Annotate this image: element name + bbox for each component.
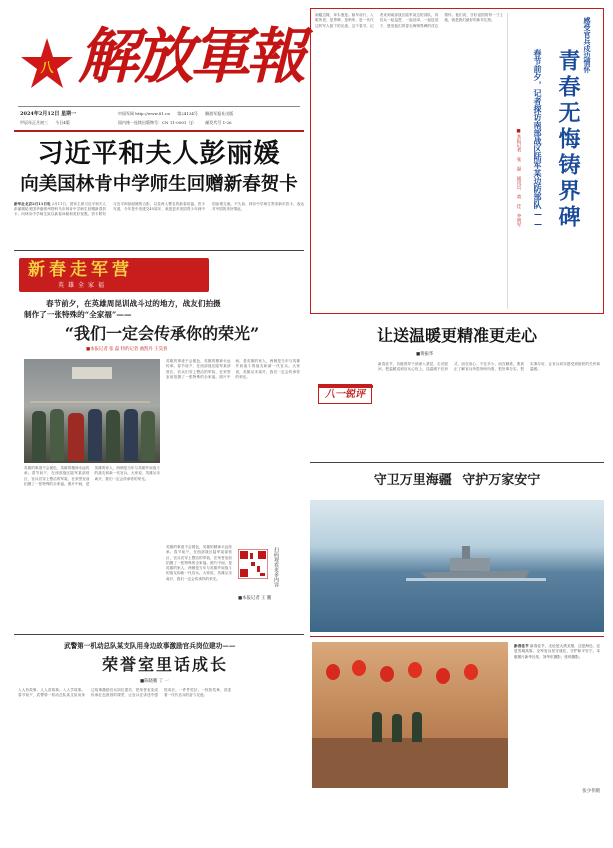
qr-label: 扫码观看更多内容 <box>273 547 279 587</box>
right-top-kicker: 春节前夕，记者探访南部战区陆军某边防部队—— <box>533 49 543 229</box>
photo-story <box>310 466 604 632</box>
page-count: 今日4版 <box>55 120 70 125</box>
lead-story <box>14 136 304 244</box>
photo-story-title: 守卫万里海疆 守护万家安宁 <box>373 473 541 488</box>
right-top-story <box>310 8 604 314</box>
cn-number: 国内统一连续出版物号：CN 11-0001（J） <box>118 120 197 125</box>
issue-date: 2024年2月12日 星期一 <box>20 111 77 117</box>
right-top-body: 南疆边陲，草木葱茏。驱车前行，入眼所见，是界碑、是哨所、是一代代边防军人留下的足迹。这个春节，记者来到南部战区陆军某边防部队，同官兵一起巡逻、一起站岗、一起包饺子，感受他们青春无悔铸界碑的戍边情怀。他们说，守好祖国的每一寸土地，就是我们最好的新年礼物。 <box>315 13 503 28</box>
lead-headline-1: 习近平和夫人彭丽媛 <box>37 139 281 169</box>
sea-photo <box>310 500 604 632</box>
website-link[interactable]: 中国军网 http://www.81.cn <box>118 111 170 116</box>
feature-kicker-1: 春节前夕，在英雄周昆训战斗过的地方，战友们拍摄 <box>46 299 221 308</box>
bottom-photo-byline: 张少伟摄 <box>582 789 600 794</box>
commentary-body: 新春佳节，各级领导干部深入基层，走访慰问，把温暖送到官兵心坎上。送温暖不在形式，而在用心；不在多少，而在精准。要真正了解官兵所思所盼所需，把好事办实、把实事办好，让官兵切实感受到组织的关怀和温暖。 <box>378 362 600 372</box>
bottom-story <box>14 640 604 844</box>
commentary-tag <box>318 384 372 404</box>
feature-byline-2: ■本报记者 王 鹏 <box>238 596 272 601</box>
feature-body-tail: 英雄的事迹不会褪色，英雄的精神永远传承。春节前夕，在西部战区陆军某部营区，官兵们穿上整洁的军装，在荣誉室前拍摄了一张特殊的全家福。照片中间，是英雄的家人，两侧是当年与英雄并肩战斗的战友和新一代官兵。大家说，英雄从未离开，我们一定会传承你的荣光。 <box>166 545 232 581</box>
right-top-byline: ■本报记者 张 磊 通讯员 黄 佳 李明军 <box>516 129 521 227</box>
lead-dateline: 新华社北京2月11日电 <box>14 202 51 206</box>
feature-body-right: 英雄的事迹不会褪色，英雄的精神永远传承。春节前夕，在西部战区陆军某部营区，官兵们穿上整洁的军装，在荣誉室前拍摄了一张特殊的全家福。照片中间，是英雄的家人，两侧是当年与英雄并肩战斗的战友和新一代官兵。大家说，英雄从未离开，我们一定会传承你的荣光。 <box>166 359 300 379</box>
publisher: 解放军报社出版 <box>205 111 234 116</box>
bottom-caption: 新春佳节，无论是大漠戈壁，还是海岛，还是雪域高原，全军官兵坚守战位，守护和平安宁。本版图片新华社发，刘华东摄影，张帅摄影。 <box>514 644 600 659</box>
bottom-byline: ■陈晓鹏 丁 一 <box>140 679 169 684</box>
banner-char-3: 走 <box>70 260 87 280</box>
right-top-tag: 感受官兵戍边情怀 <box>583 17 592 73</box>
commentary-byline: ■黄振华 <box>416 352 434 357</box>
banner-char-2: 春 <box>49 260 66 280</box>
lead-body: 2月11日，国家主席习近平和夫人彭丽媛给美国华盛顿州塔科马市林肯中学师生回赠新春贺卡，向林肯中学师生致以新春问候和美好祝愿。贺卡附有习近平和彭丽媛的合影，以及两人署名的新春祝福。贺卡写道，今年是中美建交45周年，欢迎更多美国青少年到中国参观交流。不久前，林肯中学师生寄来新年贺卡，表达对中国的美好情谊。 <box>14 202 304 217</box>
bottom-kicker: 武警第一机动总队某支队用身边故事激励官兵岗位建功—— <box>64 642 236 650</box>
feature-story <box>14 256 304 631</box>
banner-subtitle: 英雄全家福 <box>58 282 109 289</box>
bottom-caption-title: 新春佳节 <box>514 644 529 648</box>
commentary-tag-label: 八一锐评 <box>325 389 365 400</box>
lantern-photo <box>312 642 508 788</box>
qr-code[interactable] <box>238 549 268 579</box>
lead-headline-2: 向美国林肯中学师生回赠新春贺卡 <box>20 174 298 195</box>
bottom-headline: 荣誉室里话成长 <box>102 655 229 674</box>
army-star-emblem <box>20 36 74 98</box>
feature-photo <box>24 359 160 463</box>
svg-text:八: 八 <box>40 61 54 76</box>
lunar-date: 甲辰年正月初三 <box>20 120 48 125</box>
right-top-headline: 青春无悔铸界碑 <box>555 49 581 231</box>
banner-char-5: 营 <box>112 260 129 280</box>
feature-body-left: 英雄的事迹不会褪色，英雄的精神永远传承。春节前夕，在西部战区陆军某部营区，官兵们穿上整洁的军装，在荣誉室前拍摄了一张特殊的全家福。照片中间，是英雄的家人，两侧是当年与英雄并肩战斗的战友和新一代官兵。大家说，英雄从未离开，我们一定会传承你的荣光。 <box>24 466 160 486</box>
feature-headline: “我们一定会传承你的荣光” <box>64 324 260 343</box>
newspaper-title: 解放軍報 <box>78 22 302 92</box>
masthead <box>18 6 300 141</box>
bottom-body: 入人有故事，人人讲故事。入人学故事。春节前夕，武警第一机动总队某支队用身边故事激励官兵岗位建功，把荣誉室变成传承红色基因的课堂，让官兵在讲述中感悟成长。一件件奖状，一枚枚奖章，讲述着一代代官兵的奋斗足迹。 <box>18 688 231 698</box>
banner-char-1: 新 <box>28 260 45 280</box>
commentary <box>310 322 604 460</box>
banner-char-4: 军 <box>91 260 108 280</box>
issue-number: 第24134号 <box>177 111 198 116</box>
feature-kicker-2: 制作了一张特殊的“全家福”—— <box>24 310 132 319</box>
commentary-title: 让送温暖更精准更走心 <box>376 326 537 345</box>
feature-byline: ■本报记者 张 磊 特约记者 曲凯丹 王昊普 <box>86 347 168 352</box>
postal-code: 邮发代号 1-26 <box>205 120 232 125</box>
